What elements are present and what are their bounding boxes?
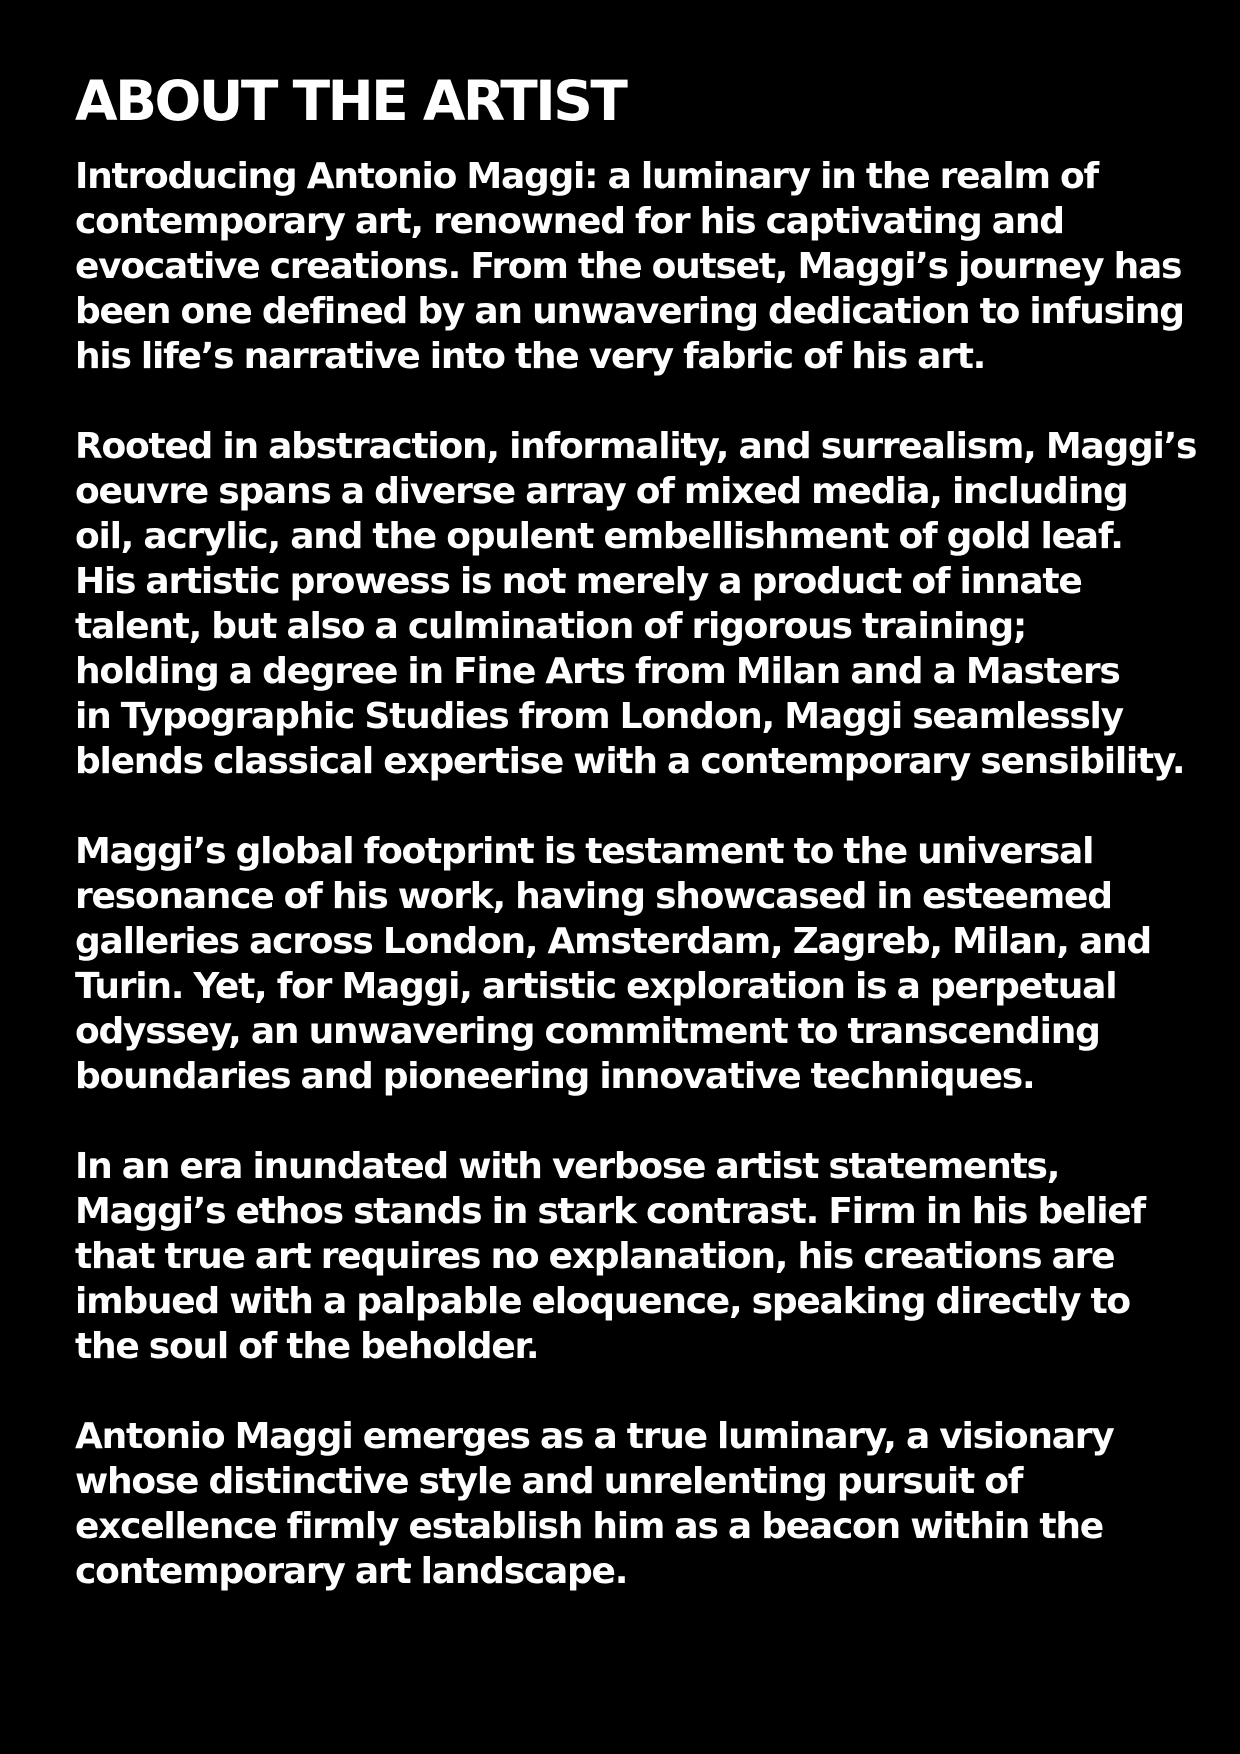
text-line: boundaries and pioneering innovative techniques. <box>75 1056 1035 1097</box>
text-line: His artistic prowess is not merely a product of innate <box>75 561 1082 602</box>
text-line: contemporary art landscape. <box>75 1551 628 1592</box>
text-line: Turin. Yet, for Maggi, artistic exploration is a perpetual <box>75 966 1117 1007</box>
text-line: contemporary art, renowned for his captivating and <box>75 201 1064 242</box>
text-line: odyssey, an unwavering commitment to transcending <box>75 1011 1100 1052</box>
text-line: oeuvre spans a diverse array of mixed media, including <box>75 471 1128 512</box>
text-line: blends classical expertise with a contemporary sensibility. <box>75 741 1185 782</box>
text-line: Introducing Antonio Maggi: a luminary in the realm of <box>75 156 1098 197</box>
text-line: excellence firmly establish him as a beacon within the <box>75 1506 1103 1547</box>
text-line: been one defined by an unwavering dedication to infusing <box>75 291 1184 332</box>
media-training-paragraph <box>75 424 1197 784</box>
text-line: oil, acrylic, and the opulent embellishment of gold leaf. <box>75 516 1123 557</box>
text-line: In an era inundated with verbose artist statements, <box>75 1146 1060 1187</box>
text-line: whose distinctive style and unrelenting pursuit of <box>75 1461 1023 1502</box>
text-line: his life’s narrative into the very fabric of his art. <box>75 336 986 377</box>
text-line: holding a degree in Fine Arts from Milan and a Masters <box>75 651 1120 692</box>
text-line: evocative creations. From the outset, Maggi’s journey has <box>75 246 1182 287</box>
exhibitions-paragraph <box>75 829 1185 1099</box>
text-line: that true art requires no explanation, his creations are <box>75 1236 1115 1277</box>
text-line: in Typographic Studies from London, Maggi seamlessly <box>75 696 1123 737</box>
text-line: Maggi’s ethos stands in stark contrast. Firm in his belief <box>75 1191 1145 1232</box>
text-line: resonance of his work, having showcased in esteemed <box>75 876 1112 917</box>
artist-bio-page <box>75 66 1197 1594</box>
text-line: Antonio Maggi emerges as a true luminary, a visionary <box>75 1416 1114 1457</box>
intro-paragraph <box>75 154 1185 379</box>
text-line: galleries across London, Amsterdam, Zagreb, Milan, and <box>75 921 1151 962</box>
closing-paragraph <box>75 1414 1185 1594</box>
page-title: ABOUT THE ARTIST <box>75 69 626 133</box>
text-line: Maggi’s global footprint is testament to the universal <box>75 831 1094 872</box>
text-line: talent, but also a culmination of rigorous training; <box>75 606 1027 647</box>
text-line: imbued with a palpable eloquence, speaking directly to <box>75 1281 1130 1322</box>
ethos-paragraph <box>75 1144 1185 1369</box>
text-line: the soul of the beholder. <box>75 1326 539 1367</box>
text-line: Rooted in abstraction, informality, and surrealism, Maggi’s <box>75 426 1197 467</box>
